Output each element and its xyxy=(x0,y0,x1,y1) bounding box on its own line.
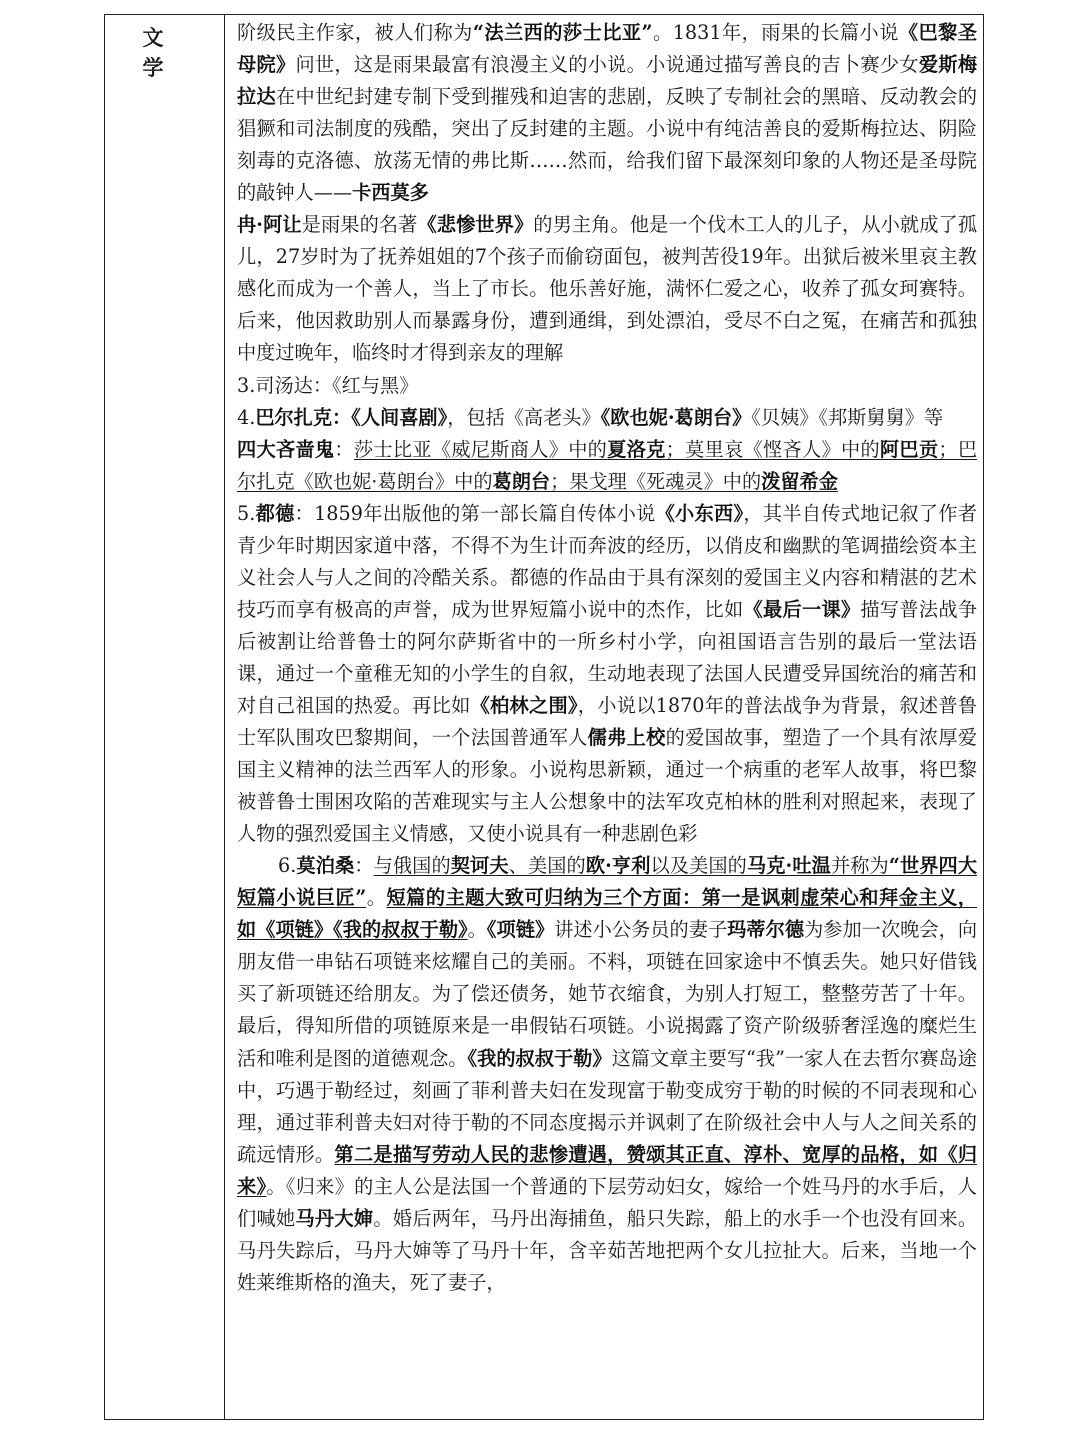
text-run: 阿巴贡 xyxy=(879,437,939,461)
text-run: ；巴尔扎克《欧也妮·葛朗台》中的 xyxy=(237,437,978,493)
text-run: 马克·吐温 xyxy=(746,854,831,878)
text-run: 与俄国的 xyxy=(373,854,451,878)
text-run: 以及美国的 xyxy=(650,854,747,878)
text-run: 《悲惨世界》 xyxy=(417,213,534,237)
text-run: ，其半自传式地记叙了作者青少年时期因家道中落，不得不为生计而奔波的经历，以俏皮和幽默的笔调描绘资本主义社会人与人之间的冷酷关系。都德的作品由于具有深刻的爱国主义内容和精湛的艺术技巧而享有极高的声誉，成为世界短篇小说中的杰作，比如 xyxy=(237,501,977,621)
text-run: ；莫里哀《悭吝人》中的 xyxy=(665,437,880,461)
text-run: 《柏林之围》 xyxy=(470,693,578,717)
text-run: 。 xyxy=(366,886,387,910)
text-run: 是雨果的名著 xyxy=(301,213,418,237)
text-run: 儒弗上校 xyxy=(587,726,666,750)
text-run: 《项链》 xyxy=(486,918,555,942)
text-run: 《我的叔叔于勒》 xyxy=(467,1046,612,1070)
text-run: “法兰西的莎士比亚” xyxy=(472,21,653,44)
text-run: 的男主角。他是一个伐木工人的儿子，从小就成了孤儿，27岁时为了抚养姐姐的7个孩子而偷窃面包，被判苦役19年。出狱后被米里哀主教感化而成为一个善人，当上了市长。他乐善好施，满怀仁爱之心，收养了孤女珂赛特。后来，他因救助别人而暴露身份，遭到通缉，到处漂泊，受尽不白之冤，在痛苦和孤独中度过晚年，临终时才得到亲友的理解 xyxy=(237,213,978,365)
text-run: 为参加一次晚会，向朋友借一串钻石项链来炫耀自己的美丽。不料，项链在回家途中不慎丢失。她只好借钱买了新项链还给朋友。为了偿还债务，她节衣缩食，为别人打短工，整整劳苦了十年。最后，得知所借的项链原来是一串假钻石项链。小说揭露了资产阶级骄奢淫逸的糜烂生活和唯利是图的道德观念。 xyxy=(237,918,978,1070)
category-label: 文学 xyxy=(142,25,164,80)
text-run: 《欧也妮·葛朗台》 xyxy=(600,405,752,429)
text-run: 葛朗台 xyxy=(492,469,551,493)
text-run: 莫泊桑 xyxy=(296,854,355,878)
text-run: 四大吝啬鬼 xyxy=(237,437,335,461)
text-run: 短篇的主题大致可归纳为三个方面：第一是讽刺虚荣心和拜金主义，如《项链》《我的叔叔于勒》 xyxy=(237,886,977,942)
text-run: 第二是描写劳动人民的悲惨遭遇，赞颂其正直、淳朴、宽厚的品格，如《归来》 xyxy=(237,1142,978,1198)
paragraph-balzac xyxy=(237,402,977,434)
text-run: 讲述小公务员的妻子 xyxy=(554,918,728,942)
text-run: 夏洛克 xyxy=(607,437,666,461)
text-run: 3.司汤达：《红与黑》 xyxy=(237,373,419,397)
text-run: “世界四大短篇小说巨匠” xyxy=(237,854,978,910)
paragraph-daudet xyxy=(237,498,977,851)
text-run: 这篇文章主要写“我”一家人在去哲尔赛岛途中，巧遇于勒经过，刻画了菲利普夫妇在发现富于勒变成穷于勒的时候的不同表现和心理，通过菲利普夫妇对待于勒的不同态度揭示并讽刺了在阶级社会中人与人之间关系的疏远情形。 xyxy=(237,1046,977,1166)
text-run: 。《归来》的主人公是法国一个普通的下层劳动妇女，嫁给一个姓马丹的水手后，人们喊她 xyxy=(237,1174,977,1230)
text-run: 6. xyxy=(278,854,297,878)
content-cell xyxy=(237,17,977,1299)
text-run: 的爱国故事，塑造了一个具有浓厚爱国主义精神的法兰西军人的形象。小说构思新颖，通过一个病重的老军人故事，将巴黎被普鲁士围困攻陷的苦难现实与主人公想象中的法军攻克柏林的胜利对照起来，表现了人物的强烈爱国主义情感，又使小说具有一种悲剧色彩 xyxy=(237,726,978,846)
text-run: 欧·亨利 xyxy=(585,854,651,878)
text-run: ，小说以1870年的普法战争为背景，叙述普鲁士军队围攻巴黎期间，一个法国普通军人 xyxy=(237,693,978,750)
paragraph-stendhal xyxy=(237,370,977,402)
paragraph-hugo-notre-dame xyxy=(237,17,977,209)
text-run: 都德 xyxy=(255,501,295,525)
text-run: 泼留希金 xyxy=(761,469,838,493)
text-run: ： xyxy=(354,854,374,878)
text-run: ；果戈理《死魂灵》中的 xyxy=(550,469,762,493)
text-run: 《人间喜剧》 xyxy=(351,405,448,429)
text-run: 玛蒂尔德 xyxy=(727,918,805,942)
text-run: 问世，这是雨果最富有浪漫主义的小说。小说通过描写善良的吉卜赛少女 xyxy=(295,53,919,77)
text-run: ：1859年出版他的第一部长篇自传体小说 xyxy=(294,501,656,525)
text-run: 《巴黎圣母院》 xyxy=(237,21,978,77)
text-run: 《小东西》 xyxy=(655,501,744,525)
text-run: ： xyxy=(334,437,354,461)
text-run: 巴尔扎克： xyxy=(255,405,352,429)
category-cell xyxy=(105,15,225,1419)
text-run: 。婚后两年，马丹出海捕鱼，船只失踪，船上的水手一个也没有回来。马丹失踪后，马丹大婶等了马丹十年，含辛茹苦地把两个女儿拉扯大。后来，当地一个姓莱维斯格的渔夫，死了妻子， xyxy=(237,1206,978,1294)
text-run: 《最后一课》 xyxy=(743,597,861,621)
text-run: 、美国的 xyxy=(508,854,586,878)
paragraph-maupassant xyxy=(237,850,977,1299)
text-run: 在中世纪封建专制下受到摧残和迫害的悲剧，反映了专制社会的黑暗、反动教会的猖獗和司法制度的残酷，突出了反封建的主题。小说中有纯洁善良的爱斯梅拉达、阴险刻毒的克洛德、放荡无情的弗比斯……然而，给我们留下最深刻印象的人物还是圣母院的敲钟人—— xyxy=(237,85,978,205)
paragraph-four-misers xyxy=(237,434,977,498)
text-run: 4. xyxy=(237,405,256,429)
text-run: 5. xyxy=(237,501,256,525)
content-table xyxy=(104,14,984,1420)
paragraph-jean-valjean xyxy=(237,209,977,369)
text-run: 爱斯梅拉达 xyxy=(237,53,978,109)
text-run: 马丹大婶 xyxy=(295,1206,374,1230)
text-run: 并称为 xyxy=(830,854,889,878)
text-run: 。1831年，雨果的长篇小说 xyxy=(652,21,899,44)
text-run: 描写普法战争后被割让给普鲁士的阿尔萨斯省中的一所乡村小学，向祖国语言告别的最后一堂法语课，通过一个童稚无知的小学生的自叙，生动地表现了法国人民遭受异国统治的痛苦和对自己祖国的热爱。再比如 xyxy=(237,597,978,717)
text-run: 莎士比亚《威尼斯商人》中的 xyxy=(353,437,608,461)
text-run: 卡西莫多 xyxy=(352,181,429,205)
text-run: 契诃夫 xyxy=(450,854,509,878)
text-run: ，包括《高老头》 xyxy=(447,405,601,429)
text-run: 。 xyxy=(467,918,487,942)
text-run: 《贝姨》《邦斯舅舅》等 xyxy=(751,405,944,429)
text-run: 冉·阿让 xyxy=(237,213,302,237)
text-run: 阶级民主作家，被人们称为 xyxy=(237,21,473,44)
